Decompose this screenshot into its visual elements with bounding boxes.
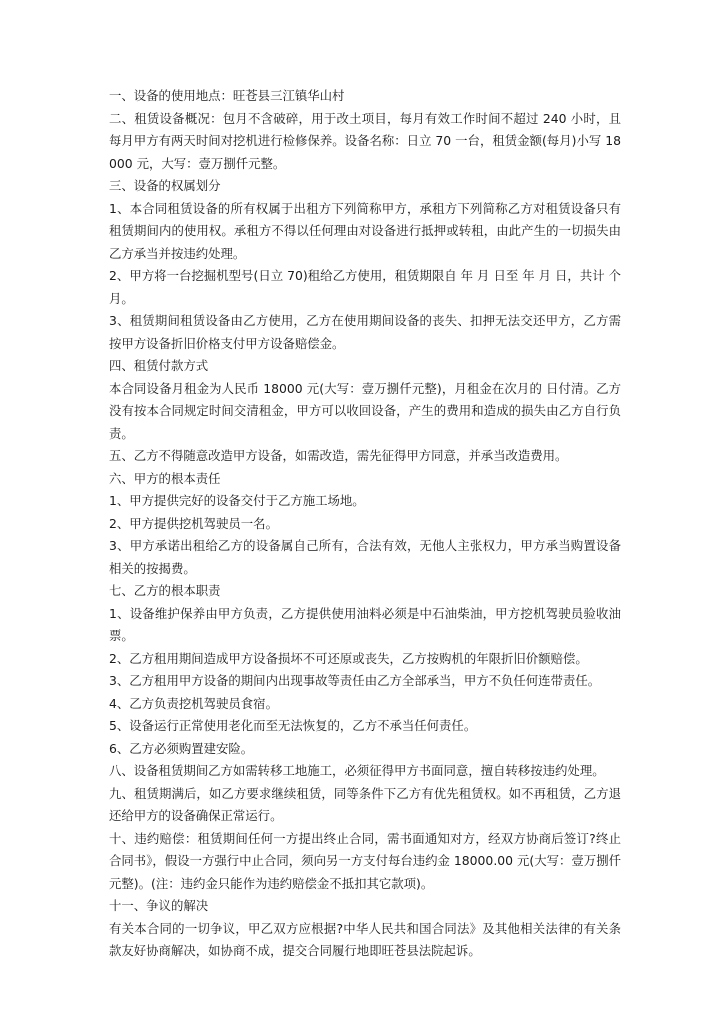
paragraph: 2、乙方租用期间造成甲方设备损坏不可还原或丧失，乙方按购机的年限折旧价额赔偿。 <box>109 650 588 666</box>
paragraph: 5、设备运行正常使用老化而至无法恢复的，乙方不承当任何责任。 <box>109 718 477 733</box>
paragraph: 2、甲方将一台挖掘机型号(日立 70)租给乙方使用，租赁期限自 年 月 日至 年 月 日，共计 个月。 <box>109 268 621 306</box>
paragraph: 3、甲方承诺出租给乙方的设备属自己所有，合法有效，无他人主张权力，甲方承当购置设备相关的按揭费。 <box>109 538 621 576</box>
section-heading: 三、设备的权属划分 <box>109 178 221 193</box>
section-heading: 四、租赁付款方式 <box>109 358 209 373</box>
paragraph: 有关本合同的一切争议，甲乙双方应根据?中华人民共和国合同法》及其他相关法律的有关条款友好协商解决，如协商不成，提交合同履行地即旺苍县法院起诉。 <box>109 920 621 958</box>
paragraph: 1、设备维护保养由甲方负责，乙方提供使用油料必须是中石油柴油，甲方挖机驾驶员验收油票。 <box>109 605 621 643</box>
section-heading: 六、甲方的根本责任 <box>109 470 221 486</box>
paragraph: 五、乙方不得随意改造甲方设备，如需改造，需先征得甲方同意，并承当改造费用。 <box>109 448 568 463</box>
paragraph: 八、设备租赁期间乙方如需转移工地施工，必须征得甲方书面同意，擅自转移按违约处理。 <box>109 763 605 778</box>
contract-body <box>109 85 621 963</box>
section-heading: 七、乙方的根本职责 <box>109 583 221 598</box>
section-heading: 一、设备的使用地点：旺苍县三江镇华山村 <box>109 88 345 103</box>
paragraph: 2、甲方提供挖机驾驶员一名。 <box>109 515 278 531</box>
paragraph: 6、乙方必须购置建安险。 <box>109 740 254 756</box>
paragraph: 4、乙方负责挖机驾驶员食宿。 <box>109 695 278 711</box>
paragraph: 本合同设备月租金为人民币 18000 元(大写：壹万捌仟元整)，月租金在次月的 日付清。乙方没有按本合同规定时间交清租金，甲方可以收回设备，产生的费用和造成的损失由乙方自行负责。 <box>109 380 621 441</box>
section-heading: 十一、争议的解决 <box>109 898 209 913</box>
paragraph: 3、租赁期间租赁设备由乙方使用，乙方在使用期间设备的丧失、扣押无法交还甲方，乙方需按甲方设备折旧价格支付甲方设备赔偿金。 <box>109 313 621 351</box>
paragraph: 二、租赁设备概况：包月不含破碎，用于改土项目，每月有效工作时间不超过 240 小时，且每月甲方有两天时间对挖机进行检修保养。设备名称：日立 70 一台，租赁金额(每月)小写 18000 元，大写：壹万捌仟元整。 <box>109 110 621 171</box>
paragraph: 3、乙方租用甲方设备的期间内出现事故等责任由乙方全部承当，甲方不负任何连带责任。 <box>109 673 601 688</box>
paragraph: 1、甲方提供完好的设备交付于乙方施工场地。 <box>109 493 365 508</box>
paragraph: 1、本合同租赁设备的所有权属于出租方下列简称甲方，承租方下列简称乙方对租赁设备只有租赁期间内的使用权。承租方不得以任何理由对设备进行抵押或转租，由此产生的一切损失由乙方承当并按违约处理。 <box>109 200 621 261</box>
paragraph: 九、租赁期满后，如乙方要求继续租赁，同等条件下乙方有优先租赁权。如不再租赁，乙方退还给甲方的设备确保正常运行。 <box>109 785 621 823</box>
paragraph: 十、违约赔偿：租赁期间任何一方提出终止合同，需书面通知对方，经双方协商后签订?终止合同书》，假设一方强行中止合同，须向另一方支付每台违约金 18000.00 元(大写：壹万捌仟元整)。(注：违约金只能作为违约赔偿金不抵扣其它款项)。 <box>109 830 621 891</box>
